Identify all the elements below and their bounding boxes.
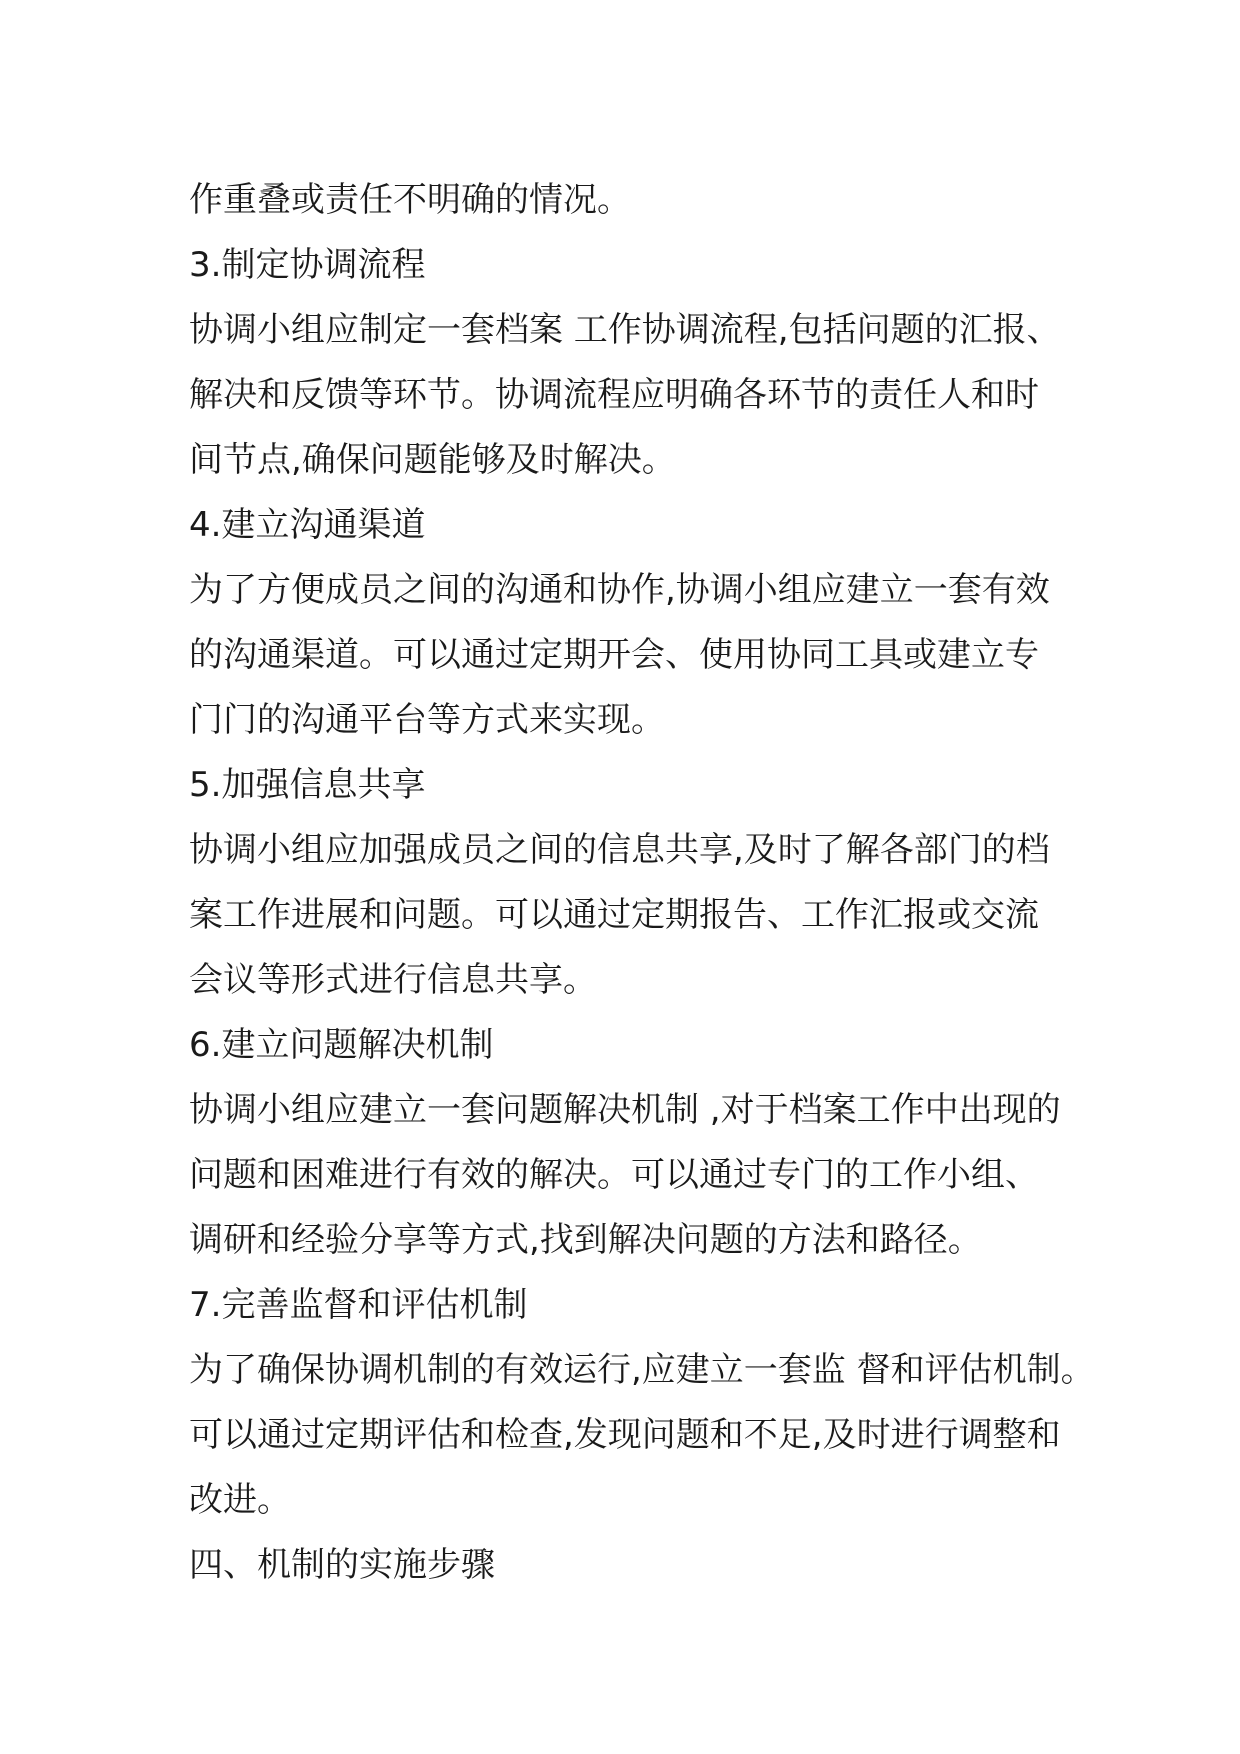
- paragraph-line: 协调小组应建立一套问题解决机制 ,对于档案工作中出现的: [189, 1090, 1061, 1130]
- paragraph-line: 作重叠或责任不明确的情况。: [189, 180, 631, 220]
- paragraph-line: 改进。: [189, 1480, 291, 1520]
- section-heading-4: 4.建立沟通渠道: [189, 505, 426, 545]
- paragraph-line: 会议等形式进行信息共享。: [189, 960, 597, 1000]
- paragraph-line: 协调小组应制定一套档案 工作协调流程,包括问题的汇报、: [189, 310, 1061, 350]
- paragraph-line: 为了确保协调机制的有效运行,应建立一套监 督和评估机制。: [189, 1350, 1095, 1390]
- paragraph-line: 问题和困难进行有效的解决。可以通过专门的工作小组、: [189, 1155, 1039, 1195]
- paragraph-line: 的沟通渠道。可以通过定期开会、使用协同工具或建立专: [189, 635, 1039, 675]
- section-heading-7: 7.完善监督和评估机制: [189, 1285, 528, 1325]
- paragraph-line: 间节点,确保问题能够及时解决。: [189, 440, 676, 480]
- paragraph-line: 为了方便成员之间的沟通和协作,协调小组应建立一套有效: [189, 570, 1050, 610]
- section-heading-6: 6.建立问题解决机制: [189, 1025, 494, 1065]
- paragraph-line: 案工作进展和问题。可以通过定期报告、工作汇报或交流: [189, 895, 1039, 935]
- paragraph-line: 协调小组应加强成员之间的信息共享,及时了解各部门的档: [189, 830, 1050, 870]
- paragraph-line: 解决和反馈等环节。协调流程应明确各环节的责任人和时: [189, 375, 1039, 415]
- paragraph-line: 门门的沟通平台等方式来实现。: [189, 700, 665, 740]
- section-heading-5: 5.加强信息共享: [189, 765, 426, 805]
- paragraph-line: 可以通过定期评估和检查,发现问题和不足,及时进行调整和: [189, 1415, 1061, 1455]
- document-body: [189, 168, 1095, 1598]
- chapter-heading-4: 四、机制的实施步骤: [189, 1545, 495, 1585]
- section-heading-3: 3.制定协调流程: [189, 245, 426, 285]
- paragraph-line: 调研和经验分享等方式,找到解决问题的方法和路径。: [189, 1220, 982, 1260]
